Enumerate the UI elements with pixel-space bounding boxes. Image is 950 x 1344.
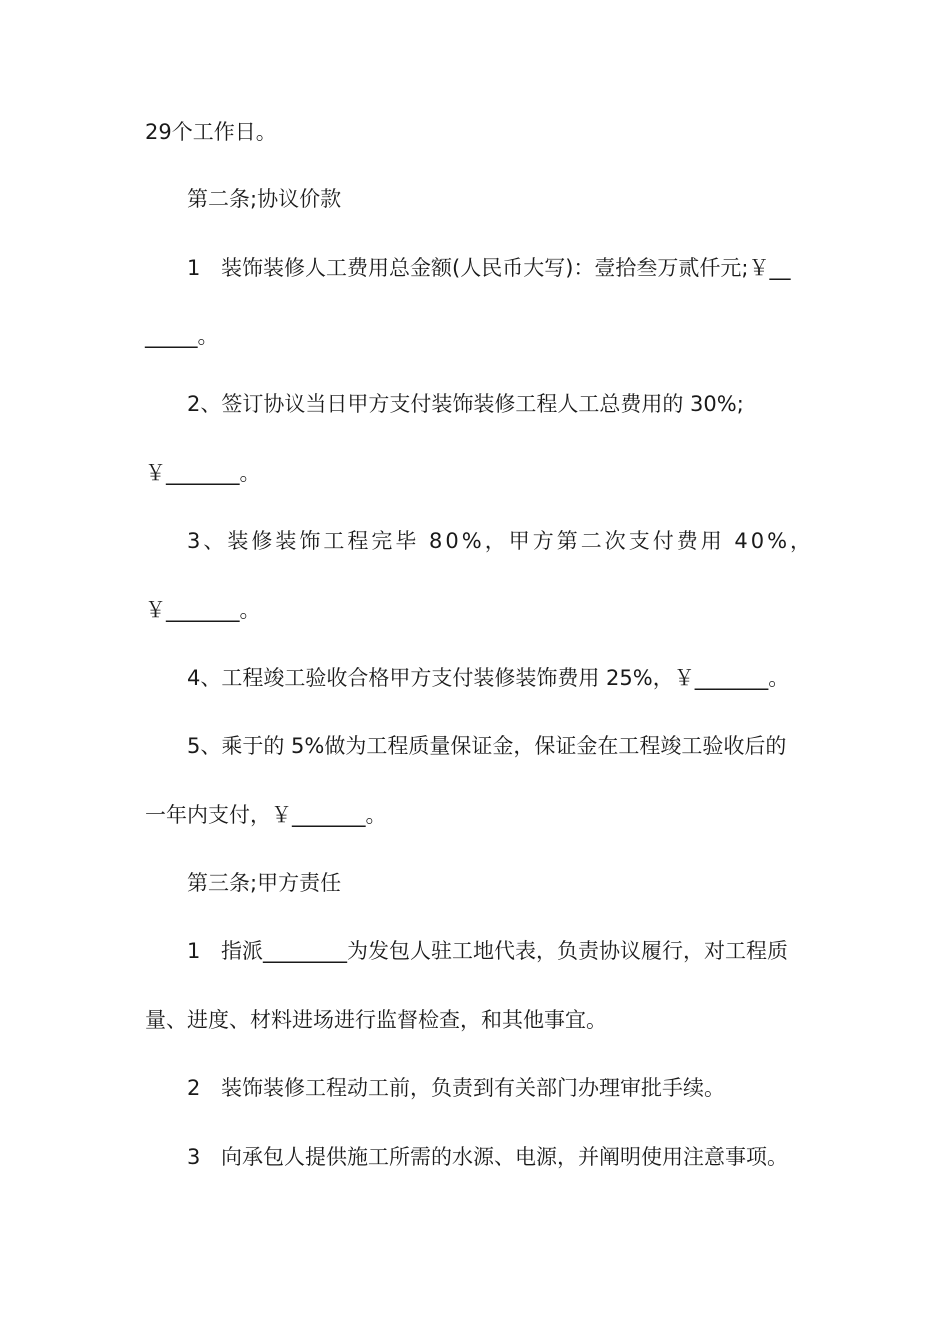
clause-2-4: 4、工程竣工验收合格甲方支付装修装饰费用 25%，￥_______。 [187,666,790,690]
text-line: _____。 [145,324,219,348]
section-heading-3: 第三条;甲方责任 [187,871,342,895]
clause-2-5: 5、乘于的 5%做为工程质量保证金，保证金在工程竣工验收后的 [187,734,787,758]
text-line: ￥_______。 [145,598,261,622]
clause-2-1 [187,253,810,283]
clause-text: 装饰装修人工费用总金额(人民币大写)：壹拾叁万贰仟元;￥__ [221,256,791,280]
clause-2-3: 3、装修装饰工程完毕 80%，甲方第二次支付费用 40%， [187,529,815,553]
clause-number: 1 [187,256,201,280]
clause-text: 指派________为发包人驻工地代表，负责协议履行，对工程质 [221,939,788,963]
text-line: 29个工作日。 [145,120,277,144]
clause-3-1 [187,936,810,966]
section-heading-2: 第二条;协议价款 [187,187,342,211]
text-line: ￥_______。 [145,461,261,485]
clause-number: 2 [187,1076,201,1100]
clause-3-2 [187,1073,810,1103]
clause-number: 3 [187,1145,201,1169]
clause-2-2: 2、签订协议当日甲方支付装饰装修工程人工总费用的 30%; [187,392,744,416]
clause-number: 1 [187,939,201,963]
text-line: 一年内支付，￥_______。 [145,803,387,827]
text-line: 量、进度、材料进场进行监督检查，和其他事宜。 [145,1008,607,1032]
clause-3-3 [187,1142,810,1172]
clause-text: 装饰装修工程动工前，负责到有关部门办理审批手续。 [221,1076,725,1100]
clause-text: 向承包人提供施工所需的水源、电源，并阐明使用注意事项。 [221,1145,788,1169]
